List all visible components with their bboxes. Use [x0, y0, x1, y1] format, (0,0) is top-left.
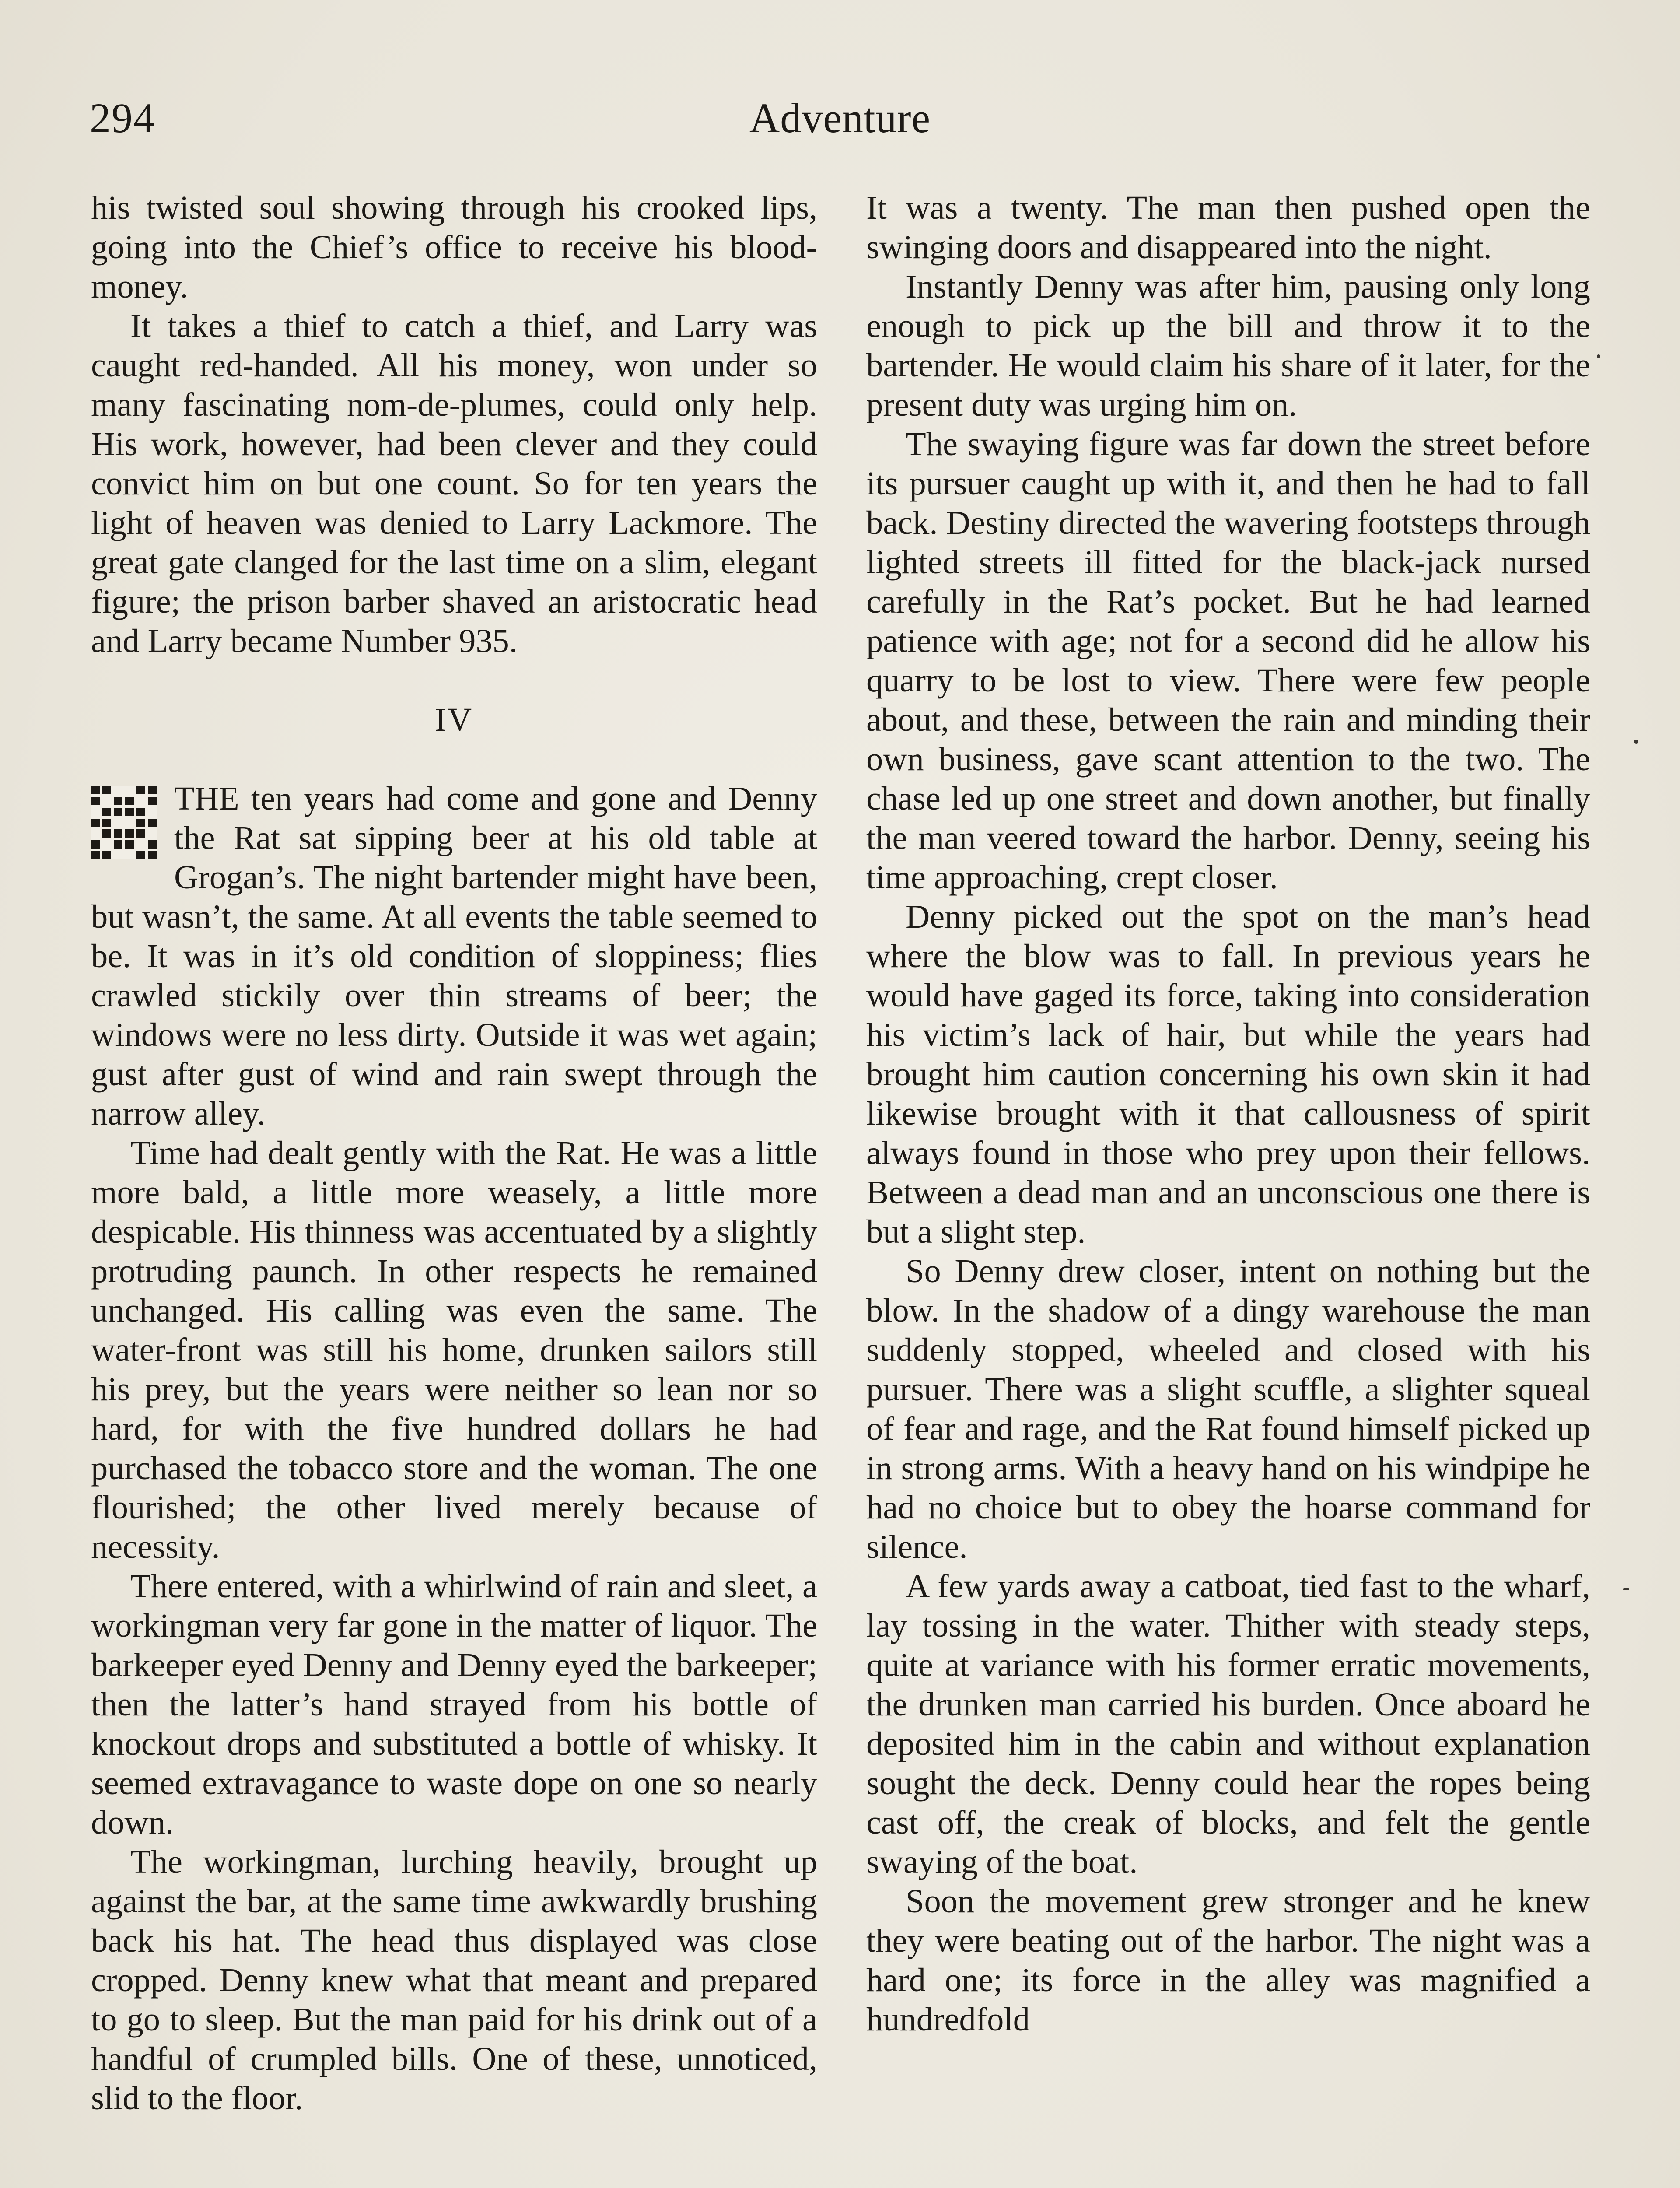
paragraph: A few yards away a catboat, tied fast to the wharf, lay tossing in the water. Thither with steady steps, quite at variance with his former erratic movements, the drunken man carried his burden. Once aboard he deposited him in the cabin and without explanation sought the deck. Denny could hear the ropes being cast off, the creak of blocks, and felt the gentle swaying of the boat.: [866, 1567, 1590, 1880]
page-header: [90, 88, 1590, 149]
paragraph: his twisted soul showing through his crooked lips, going into the Chief’s office to receive his blood-money.: [91, 189, 817, 305]
paragraph: Denny picked out the spot on the man’s head where the blow was to fall. In previous years he would have gaged its force, taking into consideration his victim’s lack of hair, but while the years had brought him caution concerning his own skin it had likewise brought with it that callousness of spirit always found in those who prey upon their fellows. Between a dead man and an unconscious one there is but a slight step.: [866, 898, 1590, 1250]
section-heading: IV: [434, 701, 474, 738]
paper-speck: [1634, 740, 1638, 744]
paper-speck: [1623, 1588, 1629, 1590]
paragraph: The swaying figure was far down the street before its pursuer caught up with it, and then he had to fall back. Destiny directed the wavering footsteps through lighted streets ill fitted for the black-jack nursed carefully in the Rat’s pocket. But he had learned patience with age; not for a second did he allow his quarry to be lost to view. There were few people about, and these, between the rain and minding their own business, gave scant attention to the two. The chase led up one street and down another, but finally the man veered toward the harbor. Denny, seeing his time approaching, crept closer.: [866, 425, 1590, 896]
paragraph: Instantly Denny was after him, pausing only long enough to pick up the bill and throw it to the bartender. He would claim his share of it later, for the present duty was urging him on.: [866, 268, 1590, 423]
paragraph: THE ten years had come and gone and Denny the Rat sat sipping beer at his old table at Grogan’s. The night bartender might have been, but wasn’t, the same. At all events the table seemed to be. It was in it’s old condition of sloppiness; flies crawled stickily over thin streams of beer; the windows were no less dirty. Outside it was wet again; gust after gust of wind and rain swept through the narrow alley.: [91, 780, 817, 1132]
paper-speck: [1597, 354, 1600, 358]
paragraph: Soon the movement grew stronger and he knew they were beating out of the harbor. The night was a hard one; its force in the alley was magnified a hundredfold: [866, 1883, 1590, 2038]
paragraph: So Denny drew closer, intent on nothing but the blow. In the shadow of a dingy warehouse the man suddenly stopped, wheeled and closed with his pursuer. There was a slight scuffle, a slighter squeal of fear and rage, and the Rat found himself picked up in strong arms. With a heavy hand on his windpipe he had no choice but to obey the hoarse command for silence.: [866, 1252, 1590, 1565]
page-number: 294: [90, 95, 155, 141]
right-column: [866, 188, 1590, 2039]
ornamental-dropcap-icon: [91, 786, 157, 859]
paragraph: There entered, with a whirlwind of rain and sleet, a workingman very far gone in the matter of liquor. The barkeeper eyed Denny and Denny eyed the barkeeper; then the latter’s hand strayed from his bottle of knockout drops and substituted a bottle of whisky. It seemed extravagance to waste dope on one so nearly down.: [91, 1567, 817, 1841]
paragraph: It takes a thief to catch a thief, and Larry was caught red-handed. All his money, won under so many fascinating nom-de-plumes, could only help. His work, however, had been clever and they could convict him on but one count. So for ten years the light of heaven was denied to Larry Lackmore. The great gate clanged for the last time on a slim, elegant figure; the prison barber shaved an aristocratic head and Larry became Number 935.: [91, 307, 817, 659]
dropcap-paragraph: [91, 779, 817, 1133]
paragraph: The workingman, lurching heavily, brought up against the bar, at the same time awkwardly brushing back his hat. The head thus displayed was close cropped. Denny knew what that meant and prepared to go to sleep. But the man paid for his drink out of a handful of crumpled bills. One of these, unnoticed, slid to the floor.: [91, 1843, 817, 2117]
running-title: Adventure: [749, 95, 931, 141]
paragraph: Time had dealt gently with the Rat. He was a little more bald, a little more weasely, a little more despicable. His thinness was accentuated by a slightly protruding paunch. In other respects he remained unchanged. His calling was even the same. The water-front was still his home, drunken sailors still his prey, but the years were neither so lean nor so hard, for with the five hundred dollars he had purchased the tobacco store and the woman. The one flourished; the other lived merely because of necessity.: [91, 1134, 817, 1565]
left-column: [91, 188, 817, 2118]
paragraph: It was a twenty. The man then pushed open the swinging doors and disappeared into the night.: [866, 189, 1590, 266]
